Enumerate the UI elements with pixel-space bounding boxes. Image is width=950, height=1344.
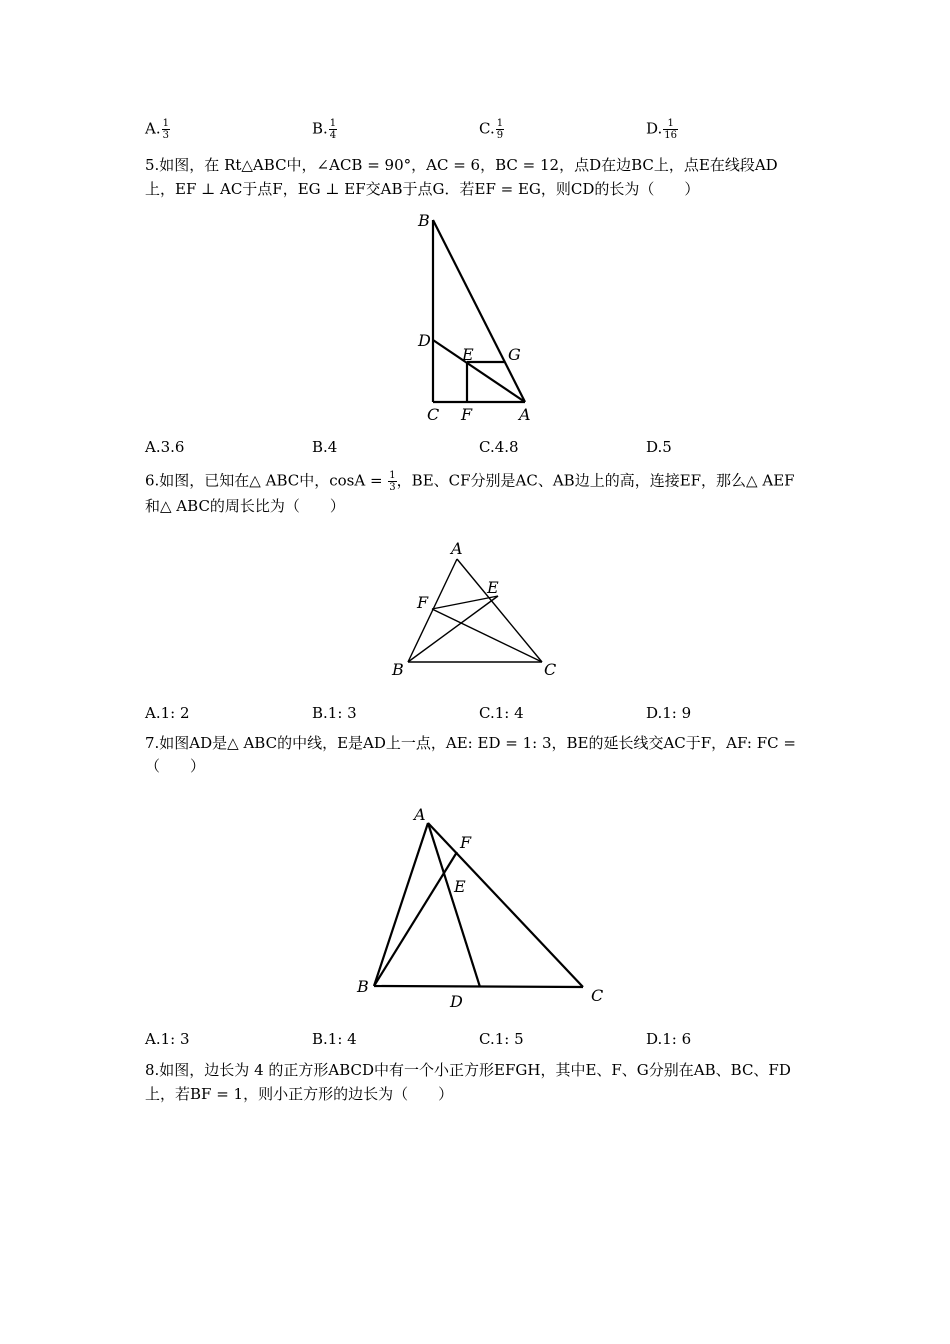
q6-label-f: F: [417, 593, 429, 612]
q6-segment-cf: [432, 609, 542, 662]
q7-option-c: C.1: 5: [479, 1030, 524, 1048]
q7-figure: [350, 800, 620, 1015]
q6-option-a: A.1: 2: [145, 704, 190, 722]
q7-label-e: E: [454, 877, 466, 896]
q7-label-a: A: [414, 805, 426, 824]
q6-option-c: C.1: 4: [479, 704, 524, 722]
q7-segment-bc: [374, 986, 583, 987]
q6-segment-ab: [408, 559, 457, 662]
q6-option-b: B.1: 3: [312, 704, 357, 722]
q6-figure: [380, 535, 570, 685]
q5-figure: [400, 205, 550, 430]
q5-label-e: E: [462, 345, 474, 364]
q7-segment-ac: [428, 823, 583, 987]
q6-option-d: D.1: 9: [646, 704, 692, 722]
q5-label-a: A: [519, 405, 531, 424]
q5-option-c: C.4.8: [479, 438, 519, 456]
q8-text-line1: 8.如图，边长为 4 的正方形ABCD中有一个小正方形EFGH，其中E、F、G分别在AB、BC、FD: [145, 1061, 791, 1079]
q7-segment-ad: [428, 823, 480, 987]
q7-label-d: D: [450, 992, 463, 1011]
q5-label-c: C: [427, 405, 440, 424]
q7-segment-bf: [374, 852, 457, 986]
q5-label-b: B: [418, 211, 430, 230]
q4-option-b-fraction: $\frac{1}{4}$: [329, 118, 337, 141]
q6-cos-fraction: $\frac{1}{3}$: [389, 470, 396, 493]
q6-label-a: A: [451, 539, 463, 558]
q5-text-line2: 上，EF ⊥ AC于点F，EG ⊥ EF交AB于点G．若EF = EG，则CD的长为（ ）: [145, 180, 700, 198]
q7-segment-ab: [374, 823, 428, 986]
q7-text-line1: 7.如图AD是△ ABC的中线，E是AD上一点，AE: ED = 1: 3，BE的延长线交AC于F，AF: FC =: [145, 734, 796, 752]
q7-option-b: B.1: 4: [312, 1030, 357, 1048]
q5-text-line1: 5.如图，在 Rt△ABC中，∠ACB = 90°，AC = 6，BC = 12，点D在边BC上，点E在线段AD: [145, 156, 778, 174]
q7-option-a: A.1: 3: [145, 1030, 190, 1048]
q5-label-f: F: [461, 405, 473, 424]
q5-option-d: D.5: [646, 438, 672, 456]
q5-segment-ba: [433, 220, 525, 402]
q7-label-b: B: [357, 977, 369, 996]
q6-text-line1: 6.如图，已知在△ ABC中，cosA = $\frac{1}{3}$ ，BE、CF分别是AC、AB边上的高，连接EF，那么△ AEF: [145, 470, 795, 493]
q6-label-e: E: [487, 578, 499, 597]
q5-option-a: A.3.6: [145, 438, 185, 456]
q4-option-a: A. $\frac{1}{3}$: [145, 118, 169, 141]
q7-label-c: C: [591, 986, 604, 1005]
q5-option-b: B.4: [312, 438, 338, 456]
q7-label-f: F: [460, 833, 472, 852]
q8-text-line2: 上，若BF = 1，则小正方形的边长为（ ）: [145, 1085, 454, 1103]
q4-option-c: C. $\frac{1}{9}$: [479, 118, 504, 141]
q5-label-g: G: [508, 345, 521, 364]
q6-text-line2: 和△ ABC的周长比为（ ）: [145, 497, 345, 515]
q6-label-c: C: [544, 660, 557, 679]
q6-segment-ac: [457, 559, 542, 662]
q4-option-b: B. $\frac{1}{4}$: [312, 118, 337, 141]
q5-label-d: D: [418, 331, 431, 350]
q7-option-d: D.1: 6: [646, 1030, 692, 1048]
q4-option-c-fraction: $\frac{1}{9}$: [496, 118, 504, 141]
q7-text-line2: （ ）: [145, 757, 206, 775]
q6-label-b: B: [392, 660, 404, 679]
q4-option-d-fraction: $\frac{1}{16}$: [664, 118, 677, 141]
q4-option-a-fraction: $\frac{1}{3}$: [162, 118, 169, 141]
q4-option-d: D. $\frac{1}{16}$: [646, 118, 677, 141]
